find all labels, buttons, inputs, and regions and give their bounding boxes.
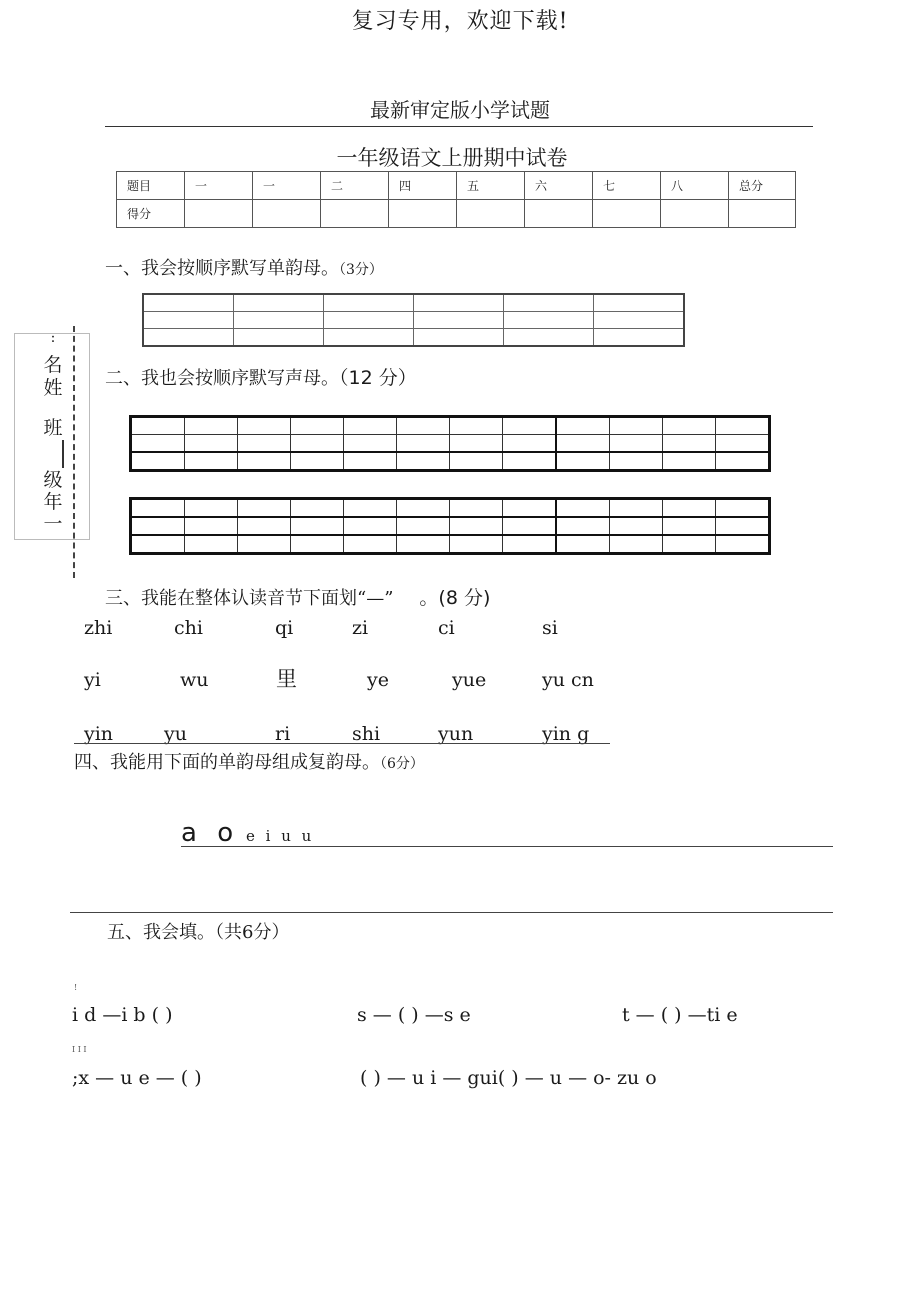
name-underline <box>62 440 64 468</box>
score-cell[interactable] <box>525 200 593 228</box>
score-cell[interactable] <box>593 200 661 228</box>
pinyin-syllable[interactable]: chi <box>174 617 203 639</box>
pinyin-syllable[interactable]: ri <box>275 723 291 745</box>
pinyin-syllable[interactable]: yue <box>452 669 487 691</box>
q2-writing-grid-2[interactable] <box>129 497 771 555</box>
score-table-score-row <box>117 200 796 228</box>
pinyin-syllable[interactable]: qi <box>275 617 294 639</box>
q4-points: （6分） <box>380 756 424 772</box>
q3-row-underline <box>74 743 610 744</box>
pinyin-syllable[interactable]: 里 <box>276 667 297 691</box>
q1-heading-text: 一、我会按顺序默写单韵母。 <box>105 258 339 279</box>
q4-answer-line[interactable] <box>181 846 833 847</box>
score-header-cell: 五 <box>457 172 525 200</box>
q5-mark: ! <box>74 983 78 992</box>
q4-answer-line-2[interactable] <box>70 912 833 913</box>
score-table <box>116 171 796 228</box>
q5-mark: I I I <box>72 1045 87 1054</box>
q2-heading-text: 二、我也会按顺序默写声母。 <box>105 368 339 389</box>
title-divider <box>105 126 813 127</box>
score-header-cell: 一 <box>185 172 253 200</box>
score-header-cell: 七 <box>593 172 661 200</box>
side-char: 一 <box>43 513 63 535</box>
pinyin-syllable[interactable]: yi <box>84 669 101 691</box>
top-banner: 复习专用，欢迎下载! <box>351 9 569 34</box>
q2-heading <box>105 363 417 390</box>
exam-title: 一年级语文上册期中试卷 <box>336 146 568 170</box>
score-header-cell: 二 <box>321 172 389 200</box>
pinyin-syllable[interactable]: si <box>542 617 558 639</box>
score-header-cell: 总分 <box>729 172 796 200</box>
score-cell[interactable] <box>185 200 253 228</box>
score-cell[interactable] <box>457 200 525 228</box>
score-cell[interactable] <box>253 200 321 228</box>
pinyin-syllable[interactable]: yun <box>438 723 474 745</box>
q4-vowels-large: a o <box>181 818 240 848</box>
q1-writing-grid[interactable] <box>142 293 685 347</box>
side-char: 年 <box>43 491 63 513</box>
side-char: 姓 <box>43 377 63 399</box>
q3-heading-text: 三、我能在整体认读音节下面划“—” <box>105 588 394 609</box>
side-char: 班 <box>43 417 63 439</box>
q3-points: 。(8 分) <box>419 587 491 609</box>
q4-heading <box>74 748 424 774</box>
pinyin-syllable[interactable]: zi <box>352 617 369 639</box>
pinyin-syllable[interactable]: yu cn <box>542 669 594 691</box>
q2-writing-grid-1[interactable] <box>129 415 771 472</box>
side-char: 级 <box>43 469 63 491</box>
score-cell[interactable] <box>389 200 457 228</box>
score-header-cell: 四 <box>389 172 457 200</box>
q2-points: （12 分） <box>339 367 417 389</box>
pinyin-syllable[interactable]: ye <box>367 669 389 691</box>
pinyin-syllable[interactable]: shi <box>352 723 381 745</box>
score-header-cell: 题目 <box>117 172 185 200</box>
score-header-cell: 八 <box>661 172 729 200</box>
score-cell[interactable] <box>321 200 389 228</box>
q1-points: （3分） <box>339 262 383 278</box>
pinyin-syllable[interactable]: yin <box>84 723 114 745</box>
score-row-label: 得分 <box>117 200 185 228</box>
score-table-header-row <box>117 172 796 200</box>
q1-heading <box>105 254 383 280</box>
q5-fill-item[interactable]: ;x — u e — ( ) <box>72 1067 202 1089</box>
q4-heading-text: 四、我能用下面的单韵母组成复韵母。 <box>74 752 380 773</box>
q5-fill-item[interactable]: t — ( ) —ti e <box>622 1004 738 1026</box>
q3-heading <box>105 583 490 610</box>
score-header-cell: 六 <box>525 172 593 200</box>
document-title: 最新审定版小学试题 <box>370 98 550 122</box>
q5-fill-item[interactable]: s — ( ) —s e <box>357 1004 471 1026</box>
q5-fill-item[interactable]: i d —i b ( ) <box>72 1004 173 1026</box>
pinyin-syllable[interactable]: zhi <box>84 617 113 639</box>
q5-fill-item[interactable]: ( ) — u i — gui( ) — u — o- zu o <box>360 1067 657 1089</box>
binding-dashed-line <box>73 326 75 578</box>
score-header-cell: 一 <box>253 172 321 200</box>
pinyin-syllable[interactable]: yu <box>164 723 187 745</box>
pinyin-syllable[interactable]: wu <box>180 669 209 691</box>
score-cell[interactable] <box>729 200 796 228</box>
side-char: 名 <box>43 354 63 376</box>
q4-vowels-small: e i u u <box>246 827 315 845</box>
side-colon: : <box>50 330 56 346</box>
score-cell[interactable] <box>661 200 729 228</box>
pinyin-syllable[interactable]: ci <box>438 617 455 639</box>
pinyin-syllable[interactable]: yin g <box>542 723 590 745</box>
q5-heading: 五、我会填。（共6分） <box>107 922 290 943</box>
